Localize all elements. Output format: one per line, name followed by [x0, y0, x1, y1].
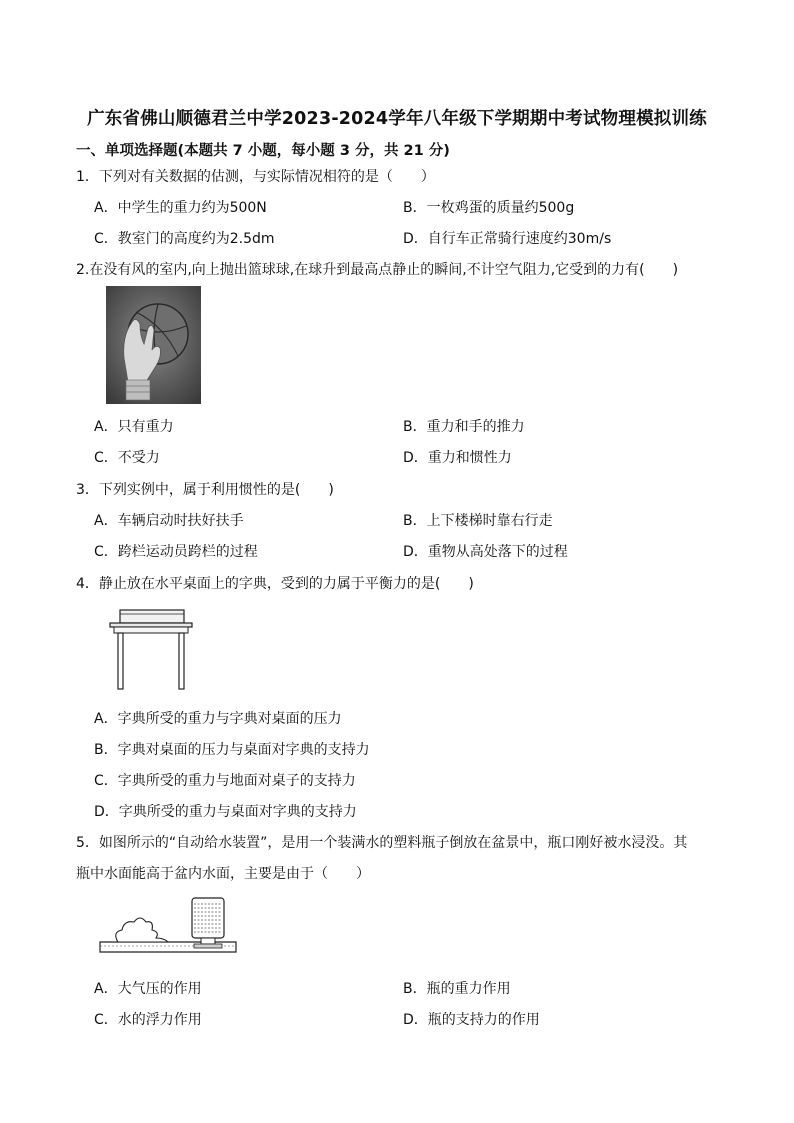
question-1-option-b[interactable]: B．一枚鸡蛋的质量约500g	[403, 200, 575, 216]
question-2-option-b[interactable]: B．重力和手的推力	[403, 419, 525, 435]
question-5-stem-line1: 5．如图所示的“自动给水装置”，是用一个装满水的塑料瓶子倒放在盆景中，瓶口刚好被水浸没。其	[76, 835, 688, 851]
question-4-stem: 4．静止放在水平桌面上的字典，受到的力属于平衡力的是( )	[76, 576, 474, 592]
question-4-option-a[interactable]: A．字典所受的重力与字典对桌面的压力	[94, 711, 342, 727]
question-5-option-c[interactable]: C．水的浮力作用	[94, 1012, 202, 1028]
question-3-option-a[interactable]: A．车辆启动时扶好扶手	[94, 513, 244, 529]
question-4-option-b[interactable]: B．字典对桌面的压力与桌面对字典的支持力	[94, 742, 370, 758]
question-1-option-d[interactable]: D．自行车正常骑行速度约30m/s	[403, 231, 612, 247]
question-5-option-b[interactable]: B．瓶的重力作用	[403, 981, 511, 997]
auto-watering-device-figure	[98, 894, 238, 958]
exam-title: 广东省佛山顺德君兰中学2023-2024学年八年级下学期期中考试物理模拟训练	[87, 109, 707, 129]
question-5-option-a[interactable]: A．大气压的作用	[94, 981, 202, 997]
question-2-option-c[interactable]: C．不受力	[94, 450, 160, 466]
question-2-option-a[interactable]: A．只有重力	[94, 419, 174, 435]
question-2-stem: 2.在没有风的室内,向上抛出篮球球,在球升到最高点静止的瞬间,不计空气阻力,它受到的力有( )	[76, 262, 679, 278]
question-1-option-c[interactable]: C．教室门的高度约为2.5dm	[94, 231, 275, 247]
question-4-option-c[interactable]: C．字典所受的重力与地面对桌子的支持力	[94, 773, 356, 789]
question-3-option-d[interactable]: D．重物从高处落下的过程	[403, 544, 568, 560]
question-3-stem: 3．下列实例中，属于利用惯性的是( )	[76, 482, 334, 498]
basketball-hand-photo	[106, 286, 201, 404]
dictionary-on-table-figure	[108, 608, 194, 692]
question-4-option-d[interactable]: D．字典所受的重力与桌面对字典的支持力	[94, 804, 357, 820]
question-1-stem: 1．下列对有关数据的估测，与实际情况相符的是（ ）	[76, 169, 435, 185]
question-2-option-d[interactable]: D．重力和惯性力	[403, 450, 512, 466]
question-5-option-d[interactable]: D．瓶的支持力的作用	[403, 1012, 540, 1028]
section-heading: 一、单项选择题(本题共 7 小题，每小题 3 分，共 21 分)	[76, 143, 450, 159]
question-1-option-a[interactable]: A．中学生的重力约为500N	[94, 200, 267, 216]
question-3-option-c[interactable]: C．跨栏运动员跨栏的过程	[94, 544, 258, 560]
question-3-option-b[interactable]: B．上下楼梯时靠右行走	[403, 513, 553, 529]
question-5-stem-line2: 瓶中水面能高于盆内水面，主要是由于（ ）	[76, 866, 370, 882]
